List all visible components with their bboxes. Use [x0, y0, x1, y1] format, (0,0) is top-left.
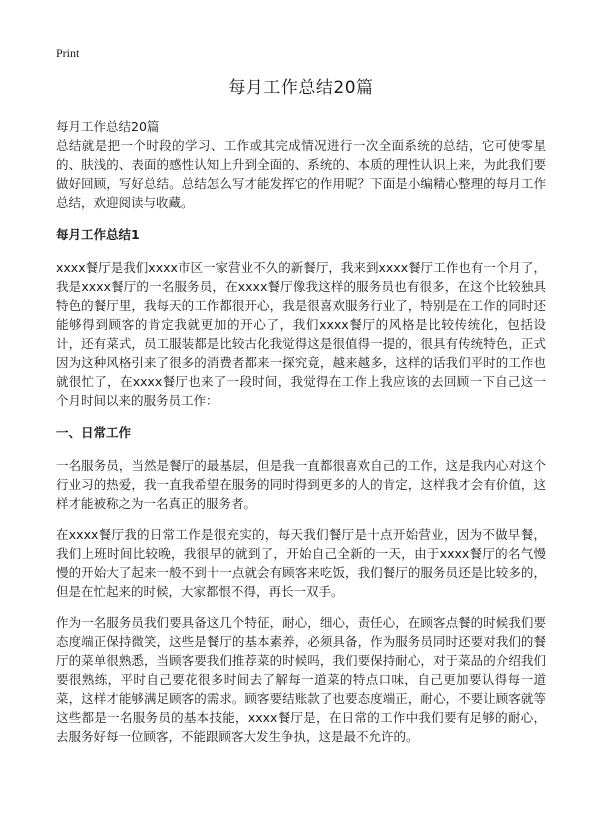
document-subtitle: 每月工作总结20篇 — [56, 119, 160, 134]
daily-work-paragraph-1: 一名服务员，当然是餐厅的最基层，但是我一直都很喜欢自己的工作，这是我内心对这个行业习的热爱，我一直我希望在服务的同时得到更多的人的肯定，这样我才会有价值，这样才能被称之为一名真正的服务者。 — [56, 458, 546, 511]
document-page — [56, 76, 546, 758]
summary-1-paragraph: xxxx餐厅是我们xxxx市区一家营业不久的新餐厅，我来到xxxx餐厅工作也有一个月了，我是xxxx餐厅的一名服务员，在xxxx餐厅像我这样的服务员也有很多，在这个比较独具特色的餐厅里，我每天的工作都很开心，我是很喜欢服务行业了，特别是在工作的同时还能够得到顾客的肯定我就更加的开心了，我们xxxx餐厅的风格是比较传统化，包括设计，还有菜式，员工服装都是比较古化我觉得这是很值得一提的，很具有传统特色，正式因为这种风格引来了很多的消费者都来一探究竟，越来越多，这样的话我们平时的工作也就很忙了，在xxxx餐厅也来了一段时间，我觉得在工作上我应该的去回顾一下自己这一个月时间以来的服务员工作： — [56, 260, 546, 408]
section-heading-summary-1: 每月工作总结1 — [56, 227, 140, 242]
section-heading-daily-work: 一、日常工作 — [56, 425, 132, 440]
intro-paragraph: 总结就是把一个时段的学习、工作或其完成情况进行一次全面系统的总结，它可使零星的、肤浅的、表面的感性认知上升到全面的、系统的、本质的理性认识上来，为此我们要做好回顾，写好总结。总结怎么写才能发挥它的作用呢？下面是小编精心整理的每月工作总结，欢迎阅读与收藏。 — [56, 138, 546, 210]
document-title: 每月工作总结20篇 — [228, 78, 374, 98]
daily-work-paragraph-3: 作为一名服务员我们要具备这几个特征，耐心，细心，责任心，在顾客点餐的时候我们要态度端正保持微笑，这些是餐厅的基本素养，必须具备，作为服务员同时还要对我们的餐厅的菜单很熟悉，当顾客要我们推荐菜的时候吗，我们要保持耐心，对于菜品的介绍我们要很熟练，平时自己要花很多时间去了解每一道菜的特点口味，自己更加要认得每一道菜，这样才能够满足顾客的需求。顾客要结账款了也要态度端正，耐心，不要让顾客就等这些都是一名服务员的基本技能，xxxx餐厅是，在日常的工作中我们要有足够的耐心，去服务好每一位顾客，不能跟顾客大发生争执，这是最不允许的。 — [56, 615, 546, 744]
daily-work-paragraph-2: 在xxxx餐厅我的日常工作是很充实的，每天我们餐厅是十点开始营业，因为不做早餐，我们上班时间比较晚，我很早的就到了，开始自己全新的一天，由于xxxx餐厅的名气慢慢的开始大了起来一般不到十一点就会有顾客来吃饭，我们餐厅的服务员还是比较多的，但是在忙起来的时候，大家都恨不得，再长一双手。 — [56, 527, 546, 599]
print-link[interactable]: Print — [56, 46, 80, 60]
